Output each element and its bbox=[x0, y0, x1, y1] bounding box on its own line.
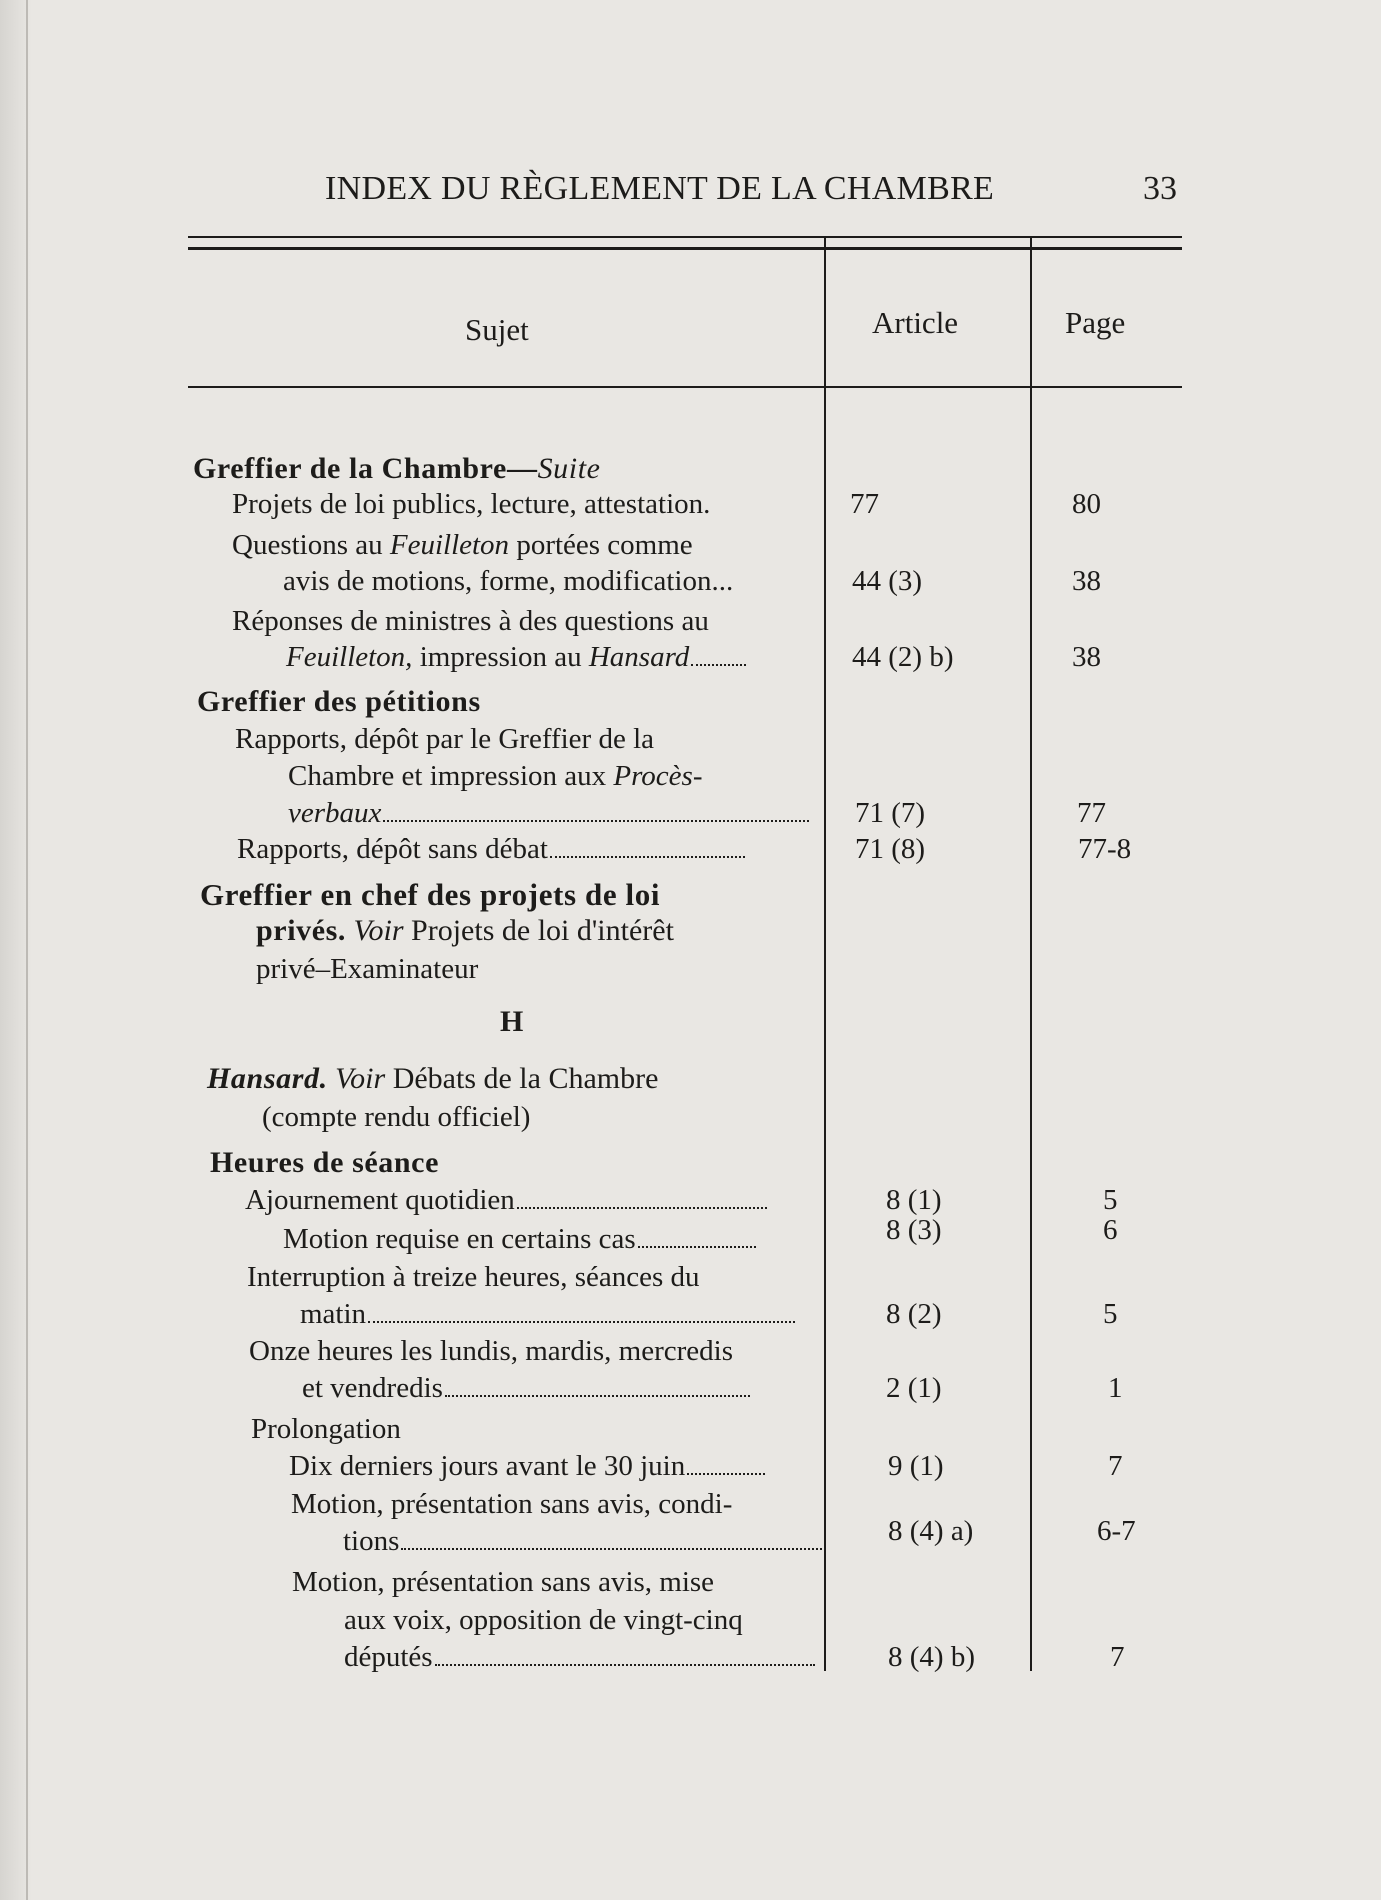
index-entry: Rapports, dépôt par le Greffier de la bbox=[235, 723, 654, 755]
entry-heading: Hansard. Voir Débats de la Chambre bbox=[207, 1062, 659, 1095]
page-ref: 7 bbox=[1110, 1641, 1125, 1673]
index-entry: Dix derniers jours avant le 30 juin bbox=[289, 1447, 765, 1485]
article-ref: 44 (3) bbox=[852, 565, 923, 597]
entry-heading-continued: privés. Voir Projets de loi d'intérêt bbox=[256, 914, 674, 947]
top-rule-2 bbox=[188, 247, 1182, 250]
index-entry-continued: aux voix, opposition de vingt-cinq bbox=[344, 1604, 743, 1636]
entry-heading: Heures de séance bbox=[210, 1146, 440, 1179]
running-header-title: INDEX DU RÈGLEMENT DE LA CHAMBRE bbox=[325, 170, 995, 207]
article-ref: 8 (3) bbox=[886, 1214, 942, 1246]
column-header-page: Page bbox=[1065, 305, 1126, 340]
index-entry: Interruption à treize heures, séances du bbox=[247, 1261, 700, 1293]
article-ref: 44 (2) b) bbox=[852, 641, 954, 673]
index-entry: Rapports, dépôt sans débat bbox=[237, 830, 745, 868]
page-ref: 1 bbox=[1108, 1372, 1123, 1404]
column-header-subject: Sujet bbox=[465, 312, 529, 347]
page-ref: 38 bbox=[1072, 641, 1101, 673]
index-entry: Réponses de ministres à des questions au bbox=[232, 605, 709, 637]
entry-heading: Greffier de la Chambre—Suite bbox=[193, 452, 601, 485]
index-entry: Motion, présentation sans avis, mise bbox=[292, 1566, 715, 1598]
index-entry: Motion requise en certains cas bbox=[283, 1220, 756, 1258]
article-ref: 71 (8) bbox=[855, 833, 926, 865]
page-ref: 7 bbox=[1108, 1450, 1123, 1482]
entry-heading: Greffier des pétitions bbox=[197, 685, 481, 718]
leader-dots bbox=[435, 1663, 815, 1666]
leader-dots bbox=[368, 1320, 795, 1323]
article-ref: 71 (7) bbox=[855, 797, 926, 829]
index-entry: Ajournement quotidien bbox=[245, 1181, 767, 1219]
binding-edge bbox=[26, 0, 28, 1900]
article-ref: 9 (1) bbox=[888, 1450, 944, 1482]
page-ref: 77 bbox=[1077, 797, 1106, 829]
index-entry: Projets de loi publics, lecture, attestation. bbox=[232, 488, 711, 520]
leader-dots bbox=[638, 1245, 756, 1248]
entry-heading: Greffier en chef des projets de loi bbox=[200, 877, 661, 912]
leader-dots bbox=[691, 663, 746, 666]
cross-reference: (compte rendu officiel) bbox=[262, 1101, 531, 1133]
article-ref: 8 (1) bbox=[886, 1184, 942, 1216]
index-entry-continued: députés bbox=[344, 1638, 815, 1676]
article-ref: 8 (4) b) bbox=[888, 1641, 975, 1673]
page-ref: 77-8 bbox=[1078, 833, 1132, 865]
index-entry: Questions au Feuilleton portées comme bbox=[232, 529, 693, 561]
index-entry-continued: matin bbox=[300, 1295, 795, 1333]
column-divider-1 bbox=[824, 236, 826, 1671]
article-ref: 8 (4) a) bbox=[888, 1515, 974, 1547]
page-ref: 5 bbox=[1103, 1184, 1118, 1216]
index-entry: Prolongation bbox=[251, 1413, 401, 1445]
page-ref: 38 bbox=[1072, 565, 1101, 597]
page-ref: 6 bbox=[1103, 1214, 1118, 1246]
leader-dots bbox=[445, 1394, 750, 1397]
leader-dots bbox=[550, 855, 745, 858]
leader-dots bbox=[401, 1547, 826, 1550]
index-entry-continued: avis de motions, forme, modification... bbox=[283, 565, 734, 597]
top-rule-1 bbox=[188, 236, 1182, 238]
column-divider-2 bbox=[1030, 236, 1032, 1671]
index-entry-continued: Chambre et impression aux Procès- bbox=[288, 760, 703, 792]
article-ref: 8 (2) bbox=[886, 1298, 942, 1330]
page-ref: 80 bbox=[1072, 488, 1101, 520]
article-ref: 2 (1) bbox=[886, 1372, 942, 1404]
article-ref: 77 bbox=[850, 488, 879, 520]
index-entry-continued: tions bbox=[343, 1522, 826, 1560]
index-entry-continued: et vendredis bbox=[302, 1369, 750, 1407]
column-header-article: Article bbox=[872, 305, 959, 340]
section-letter: H bbox=[500, 1005, 524, 1038]
index-entry-continued: verbaux bbox=[288, 794, 809, 832]
page-ref: 6-7 bbox=[1097, 1515, 1136, 1547]
cross-reference: privé–Examinateur bbox=[256, 953, 479, 985]
page-ref: 5 bbox=[1103, 1298, 1118, 1330]
index-entry: Motion, présentation sans avis, condi- bbox=[291, 1488, 733, 1520]
header-bottom-rule bbox=[188, 386, 1182, 388]
leader-dots bbox=[517, 1206, 767, 1209]
leader-dots bbox=[383, 819, 809, 822]
page-number: 33 bbox=[1143, 170, 1177, 207]
index-entry: Onze heures les lundis, mardis, mercredis bbox=[249, 1335, 733, 1367]
leader-dots bbox=[687, 1472, 765, 1475]
index-entry-continued: Feuilleton, impression au Hansard bbox=[286, 638, 746, 676]
